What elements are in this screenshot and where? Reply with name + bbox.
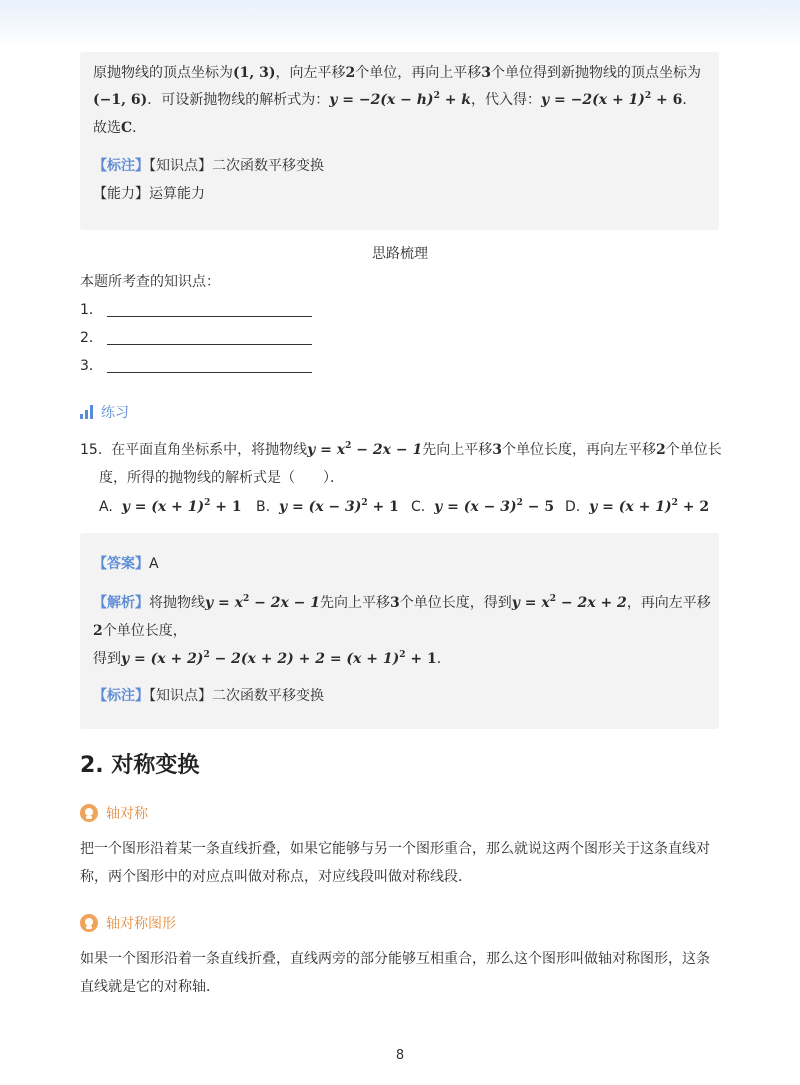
solution-box-previous bbox=[80, 52, 719, 230]
answer-blank[interactable] bbox=[107, 358, 312, 373]
ability-line: 【能力】运算能力 bbox=[93, 186, 205, 202]
bar-chart-icon bbox=[80, 405, 93, 419]
option-d[interactable]: D. $y = (x + 1)^2 + 2$ bbox=[565, 498, 710, 515]
page-number: 8 bbox=[395, 1048, 405, 1063]
summary-title: 思路梳理 bbox=[372, 246, 428, 262]
paragraph-1-line-2: 称，两个图形中的对应点叫做对称点，对应线段叫做对称线段． bbox=[80, 869, 472, 885]
section-title: 2. 对称变换 bbox=[80, 753, 200, 778]
note-line: 【标注】【知识点】二次函数平移变换 bbox=[93, 688, 324, 704]
lightbulb-icon bbox=[80, 804, 98, 822]
explain-line-2: 2个单位长度， bbox=[93, 623, 187, 639]
paragraph-2-line-1: 如果一个图形沿着一条直线折叠，直线两旁的部分能够互相重合，那么这个图形叫做轴对称图形，这条 bbox=[80, 951, 710, 967]
note-line: 【标注】【知识点】二次函数平移变换 bbox=[93, 158, 324, 174]
lightbulb-icon bbox=[80, 914, 98, 932]
answer-blank[interactable] bbox=[107, 302, 312, 317]
summary-item-2: 2． bbox=[80, 327, 312, 349]
explain-line-3: 得到$y = (x + 2)^2 - 2(x + 2) + 2 = (x + 1)^2 + 1$． bbox=[93, 650, 451, 667]
header-decoration bbox=[0, 0, 800, 48]
question-line-1: 15. 在平面直角坐标系中，将抛物线$y = x^2 - 2x - 1$先向上平移3个单位长度，再向左平移2个单位长 bbox=[80, 441, 722, 458]
summary-item-3: 3． bbox=[80, 355, 312, 377]
practice-label: 练习 bbox=[101, 405, 129, 421]
solution-line-2: (−1, 6)．可设新抛物线的解析式为：$y = -2(x - h)^2 + k$，代入得：$y = -2(x + 1)^2 + 6$． bbox=[93, 91, 697, 108]
solution-line-3: 故选C． bbox=[93, 120, 147, 136]
subheading-axis-symmetric-figure: 轴对称图形 bbox=[80, 913, 176, 933]
note-tag: 【标注】 bbox=[93, 158, 149, 174]
option-a[interactable]: A. $y = (x + 1)^2 + 1$ bbox=[99, 498, 242, 515]
paragraph-2-line-2: 直线就是它的对称轴． bbox=[80, 979, 220, 995]
question-line-2: 度，所得的抛物线的解析式是（ ）． bbox=[99, 470, 344, 486]
answer-box bbox=[80, 533, 719, 729]
answer-blank[interactable] bbox=[107, 330, 312, 345]
explain-tag: 【解析】 bbox=[93, 595, 149, 611]
summary-intro: 本题所考查的知识点： bbox=[80, 274, 220, 290]
answer-tag: 【答案】 bbox=[93, 556, 149, 572]
option-c[interactable]: C. $y = (x - 3)^2 - 5$ bbox=[411, 498, 555, 515]
note-tag: 【标注】 bbox=[93, 688, 149, 704]
option-b[interactable]: B. $y = (x - 3)^2 + 1$ bbox=[256, 498, 399, 515]
practice-header bbox=[80, 402, 129, 422]
solution-line-1: 原抛物线的顶点坐标为(1, 3)，向左平移2个单位，再向上平移3个单位得到新抛物线的顶点坐标为 bbox=[93, 65, 701, 81]
subheading-axis-symmetry: 轴对称 bbox=[80, 803, 148, 823]
answer-line: 【答案】A bbox=[93, 556, 159, 572]
paragraph-1-line-1: 把一个图形沿着某一条直线折叠，如果它能够与另一个图形重合，那么就说这两个图形关于这条直线对 bbox=[80, 841, 710, 857]
explain-line-1: 【解析】将抛物线$y = x^2 - 2x - 1$先向上平移3个单位长度，得到$y = x^2 - 2x + 2$，再向左平移 bbox=[93, 594, 711, 611]
summary-item-1: 1． bbox=[80, 299, 312, 321]
